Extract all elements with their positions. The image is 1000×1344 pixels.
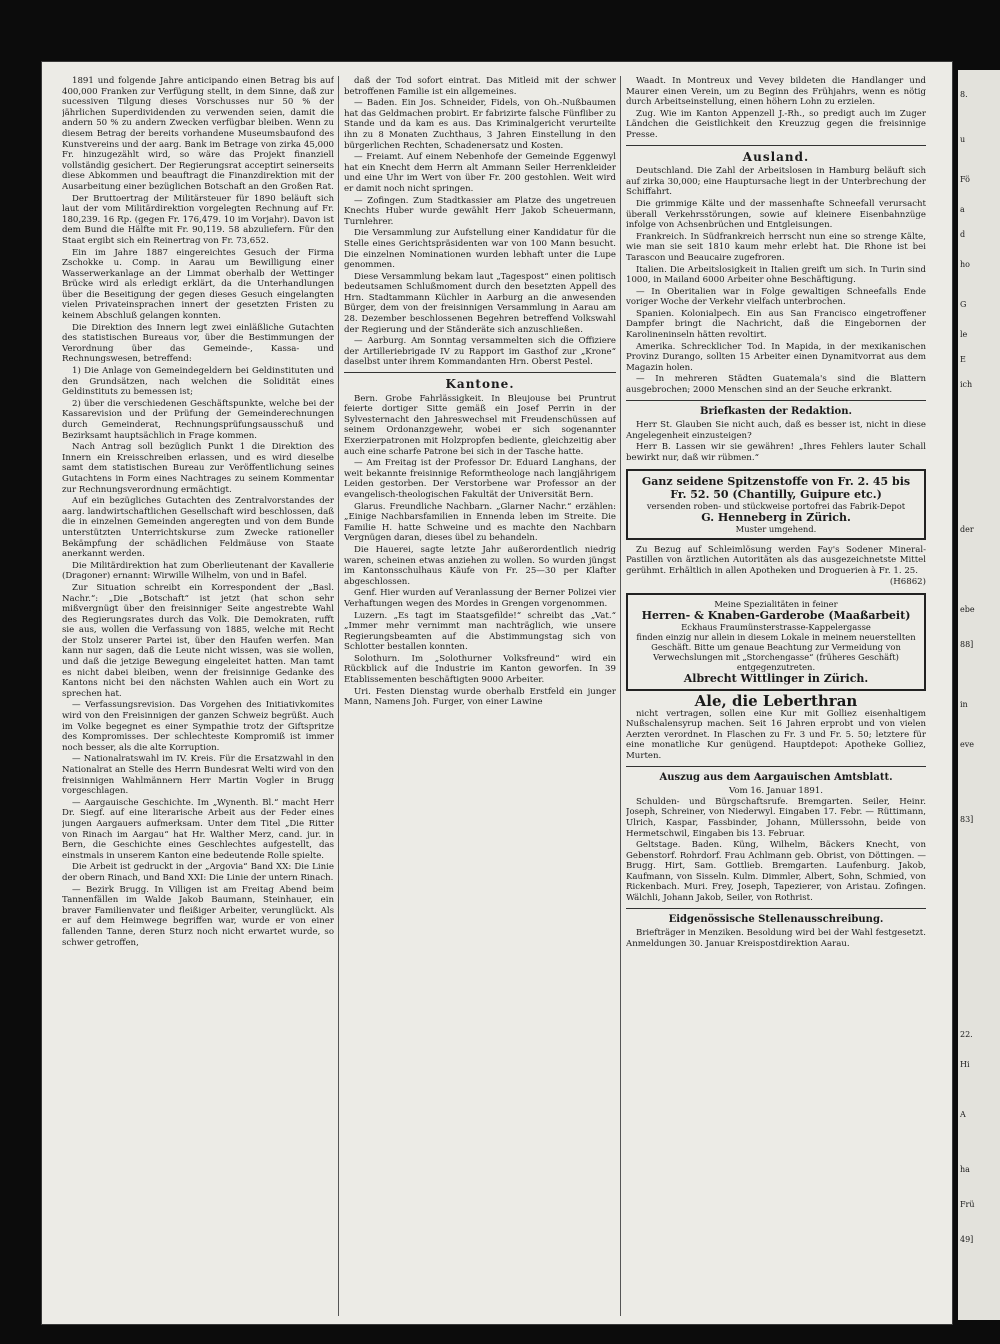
notice-text: Briefträger in Menziken. Besoldung wird bei der Wahl festgesetzt. Anmeldungen 30. Januar Kreispostdirektion Aarau. <box>626 928 926 949</box>
ad-garderobe <box>626 593 926 691</box>
divider <box>626 145 926 146</box>
article-paragraph: Zur Situation schreibt ein Korrespondent der „Basl. Nachr.“: „Die „Botschaft“ ist jetzt (hat schon sehr mißvergnügt über den freisinniger Seite angestrebte Wahl des Regierungsrates durch das Volk. Die Demokraten, rufft sie aus, wollen die Verfassung von 1885, welche mit Recht der Stolz unserer Partei ist, über den Haufen werfen. Man kann nur sagen, daß die Leute nicht wissen, was sie wollen, und daß die jetzige Bewegung eingeleitet hatten. Man tamt es nicht dabei bleiben, wenn der freisinnige Gedanke des Kantons nicht bei den nächsten Wahlen auch ein Wort zu sprechen hat. <box>62 582 334 699</box>
canton-news-item: Luzern. „Es tagt im Staatsgefilde!“ schreibt das „Vat.“ „Immer mehr vernimmt man nachträglich, wie unsere Regierungsbeamten auf die Abstimmungstag sich von Schlotter bestallen konnten. <box>344 610 616 653</box>
ad-headline: Herren- & Knaben-Garderobe (Maaßarbeit) <box>641 608 911 622</box>
ad-code: (H6862) <box>889 577 926 588</box>
strip-fragment: der <box>960 525 974 534</box>
ad-headline: Ganz seidene Spitzenstoffe von Fr. 2. 45 bis Fr. 52. 50 (Chantilly, Guipure etc.) <box>641 474 911 501</box>
strip-fragment: 8. <box>960 90 968 99</box>
foreign-news-item: Spanien. Kolonialpech. Ein aus San Francisco eingetroffener Dampfer bringt die Nachricht, daß die Eingebornen der Karolineninseln hätten revoltirt. <box>626 308 926 341</box>
canton-news-item: Glarus. Freundliche Nachbarn. „Glarner Nachr.“ erzählen: „Einige Nachbarsfamilien in Ennenda leben im Streite. Die Familie H. hatte Schweine und es machte den Nachbarn Vergnügen daran, dieses übel zu behandeln. <box>344 501 616 544</box>
newspaper-page <box>42 62 952 1324</box>
strip-fragment: ebe <box>960 605 975 614</box>
mailbox-entry: Herr B. Lassen wir sie gewähren! „Ihres Fehlers lauter Schall bewirkt nur, daß wir rübmen.“ <box>626 442 926 463</box>
strip-fragment: 83] <box>960 815 974 824</box>
section-title-ausland: Ausland. <box>742 149 810 164</box>
column-rule <box>620 76 621 1316</box>
article-paragraph: Die Arbeit ist gedruckt in der „Argovia“ Band XX: Die Linie der obern Rinach, und Band XXI: Die Linie der untern Rinach. <box>62 862 334 883</box>
article-paragraph: Ein im Jahre 1887 eingereichtes Gesuch der Firma Zschokke u. Comp. in Aarau um Bewilligung einer Wasserwerkanlage an der Limmat oberhalb der Wettinger Brücke wird als erledigt erklärt, da die Unterhandlungen über die Beseitigung der gegen dieses Gesuch eingelangten vielen Privateinsprachen innert der gesetzten Fristen zu keinem Abschluß gelangen konnten. <box>62 247 334 322</box>
divider <box>626 908 926 909</box>
ad-text: Muster umgehend. <box>735 523 817 534</box>
article-paragraph: Die Militärdirektion hat zum Oberlieutenant der Kavallerie (Dragoner) ernannt: Wirwille Wilhelm, von und in Bafel. <box>62 560 334 582</box>
column-rule <box>338 76 339 1316</box>
ad-text: Eckhaus Fraumünsterstrasse-Kappelergasse <box>681 621 871 632</box>
ad-firm: Albrecht Wittlinger in Zürich. <box>683 671 869 685</box>
gazette-entry: Schulden- und Bürgschaftsrufe. Bremgarten. Seiler, Heinr. Joseph, Schreiner, von Niederwyl. Eingaben 17. Febr. — Rüttimann, Ulrich, Kaspar, Fassbinder, Johann, Müllerssohn, beide von Hermetschwil, Eingaben bis 13. Februar. <box>626 796 926 839</box>
article-paragraph: 1891 und folgende Jahre anticipando einen Betrag bis auf 400,000 Franken zur Verfügung stellt, in dem Sinne, daß zur sucessiven Tilgung dieses Vorschusses nur 50 % der jährlichen Superdividenden zu verwenden seien, damit die andern 50 % zu andern Zwecken verfügbar bleiben. Wenn zu diesem Betrag der bereits vorhandene Museumsbaufond des Kunstvereins und der aarg. Bank im Betrage von zirka 45,000 Fr. hinzugezählt wird, so wäre das Projekt finanziell vollständig gesichert. Der Regierungsrat acceptirt seinerseits diese Abkommen und beauftragt die Finanzdirektion mit der Ausarbeitung einer bezüglichen Botschaft an den Großen Rat. <box>62 76 334 192</box>
strip-fragment: u <box>960 135 966 144</box>
adjacent-page-strip <box>958 70 1000 1320</box>
article-paragraph: — Aargauische Geschichte. Im „Wynenth. Bl.“ macht Herr Dr. Siegf. auf eine literarische Arbeit aus der Feder eines jungen Aargauers aufmerksam. Unter dem Titel „Die Ritter von Rinach im Aargau“ hat Hr. Walther Merz, cand. jur. in Bern, die Geschichte eines Geschlechtes aufgestellt, das einstmals in unserem Kanton eine bedeutende Rolle spielte. <box>62 797 334 861</box>
strip-fragment: 49] <box>960 1235 974 1244</box>
ad-text: finden einzig nur allein in diesem Lokale in meinem neuerstellten Geschäft. Bitte um genaue Beachtung zur Vermeidung von Verwechslungen mit „Storchengasse“ (früheres Geschäft) entgegenzutreten. <box>636 631 916 672</box>
article-paragraph: Diese Versammlung bekam laut „Tagespost“ einen politisch bedeutsamen Schlußmoment durch den besetzten Appell des Hrn. Stadtammann Küchler in Aarburg an die anwesenden Bürger, dem von der freisinnigen Versammlung in Aarau am 28. Dezember beschlossenen Begehren betreffend Volkswahl der Regierung und der Ständeräte sich anzuschließen. <box>344 271 616 335</box>
foreign-news-item: Frankreich. In Südfrankreich herrscht nun eine so strenge Kälte, wie man sie seit 1810 kaum mehr erlebt hat. Die Rhone ist bei Tarascon und Beaucaire zugefroren. <box>626 231 926 263</box>
article-paragraph: — Aarburg. Am Sonntag versammelten sich die Offiziere der Artilleriebrigade IV zu Rapport im Gasthof zur „Krone“ daselbst unter ihrem Kommandanten Hrn. Oberst Pestel. <box>344 336 616 368</box>
article-paragraph: — Nationalratswahl im IV. Kreis. Für die Ersatzwahl in den Nationalrat an Stelle des Herrn Bundesrat Welti wird von den freisinnigen Wahlmännern Herr Martin Vogler in Brugg vorgeschlagen. <box>62 754 334 797</box>
strip-fragment: A <box>960 1110 966 1119</box>
foreign-news-item: Italien. Die Arbeitslosigkeit in Italien greift um sich. In Turin sind 1000, in Mailand 6000 Arbeiter ohne Beschäftigung. <box>626 264 926 286</box>
strip-fragment: eve <box>960 740 974 749</box>
foreign-news-item: Deutschland. Die Zahl der Arbeitslosen in Hamburg beläuft sich auf zirka 30,000; eine Hauptursache liegt in der Unterbrechung der Schiffahrt. <box>626 166 926 198</box>
article-paragraph: — Verfassungsrevision. Das Vorgehen des Initiativkomites wird von den Freisinnigen der ganzen Schweiz begrüßt. Auch im Volke begegnet es einer Sympathie trotz der Giftspritze des Kompromisses. Der schlechteste Kompromiß ist immer noch besser, als die alte Korruption. <box>62 700 334 753</box>
strip-fragment: ha <box>960 1165 970 1174</box>
strip-fragment: in <box>960 700 968 709</box>
strip-fragment: 22. <box>960 1030 973 1039</box>
article-paragraph: Der Bruttoertrag der Militärsteuer für 1890 beläuft sich laut der vom Militärdirektion vorgelegten Rechnung auf Fr. 180,239. 16 Rp. (gegen Fr. 176,479. 10 im Vorjahr). Davon ist dem Bund die Hälfte mit Fr. 90,119. 58 abzuliefern. Für den Staat ergibt sich ein Reinertrag von Fr. 73,652. <box>62 193 334 246</box>
article-paragraph: — Zofingen. Zum Stadtkassier am Platze des ungetreuen Knechts Huber wurde gewählt Herr Jakob Scheuermann, Turnlehrer. <box>344 195 616 227</box>
ad-pastilles-text: Zu Bezug auf Schleimlösung werden Fay's Sodener Mineral-Pastillen von ärztlichen Autoritäten als das ausgezeichnetste Mittel gerühmt. Erhältlich in allen Apotheken und Droguerien à Fr. 1. 25. <box>626 544 926 576</box>
divider <box>344 372 616 373</box>
canton-news-item: Uri. Festen Dienstag wurde oberhalb Erstfeld ein junger Mann, Namens Joh. Furger, von einer Lawine <box>344 686 616 708</box>
canton-news-item: Bern. Grobe Fahrlässigkeit. In Bleujouse bei Pruntrut feierte dortiger Sitte gemäß ein Josef Perrin in der Sylvesternacht den Jahreswechsel mit Freudenschüssen auf seinem Ordonanzgewehr, wobei er sich sogenannter Exerzierpatronen mit Holzpropfen bediente, gleichzeitig aber auch eine scharfe Patrone bei sich in der Tasche hatte. <box>344 393 616 457</box>
strip-fragment: E <box>960 355 966 364</box>
notice-title: Eidgenössische Stellenausschreibung. <box>668 913 884 925</box>
strip-fragment: a <box>960 205 965 214</box>
canton-news-item: — Am Freitag ist der Professor Dr. Eduard Langhans, der weit bekannte freisinnige Reformtheologe nach langjährigem Leiden gestorben. Der Verstorbene war Professor an der evangelisch-theologischen Fakultät der Universität Bern. <box>344 458 616 500</box>
column-3 <box>626 76 926 950</box>
article-paragraph: 1) Die Anlage von Gemeindegeldern bei Geldinstituten und den Grundsätzen, nach welchen die Solidität eines Geldinstituts zu bemessen ist; <box>62 366 334 398</box>
gazette-date: Vom 16. Januar 1891. <box>728 786 824 797</box>
article-paragraph: Die Versammlung zur Aufstellung einer Kandidatur für die Stelle eines Gerichtspräsidenten war von 100 Mann besucht. Die einzelnen Nominationen wurden lebhaft unter die Lupe genommen. <box>344 228 616 271</box>
mailbox-title: Briefkasten der Redaktion. <box>700 405 852 417</box>
article-paragraph: Auf ein bezügliches Gutachten des Zentralvorstandes der aarg. landwirtschaftlichen Gesellschaft wird beschlossen, daß die in einzelnen Gemeinden angeregten und von dem Bunde unterstützten Unterrichtskurse zum Zwecke rationeller Bekämpfung der schädlichen Feldmäuse von Staate anerkannt werden. <box>62 496 334 560</box>
column-1 <box>62 76 334 949</box>
gazette-entry: Geltstage. Baden. Küng, Wilhelm, Bäckers Knecht, von Gebenstorf. Rohrdorf. Frau Achlmann geb. Obrist, von Döttingen. — Brugg. Hirt, Sam. Gottlieb. Bremgarten. Laufenburg. Jakob, Kaufmann, von Sisseln. Kulm. Dimmler, Albert, Sohn, Schmied, von Rickenbach. Muri. Frey, Joseph, Tapezierer, von Aristau. Zofingen. Wälchli, Johann Jakob, Seiler, von Rothrist. <box>626 840 926 904</box>
foreign-news-item: — In mehreren Städten Guatemala's sind die Blattern ausgebrochen; 2000 Menschen sind an der Seuche erkrankt. <box>626 374 926 396</box>
strip-fragment: Hi <box>960 1060 970 1069</box>
strip-fragment: 88] <box>960 640 974 649</box>
section-title-kantone: Kantone. <box>445 377 515 392</box>
strip-fragment: Frü <box>960 1200 975 1209</box>
strip-fragment: ho <box>960 260 970 269</box>
strip-fragment: d <box>960 230 966 239</box>
article-paragraph: daß der Tod sofort eintrat. Das Mitleid mit der schwer betroffenen Familie ist ein allgemeines. <box>344 76 616 97</box>
foreign-news-item: Die grimmige Kälte und der massenhafte Schneefall verursacht überall Verkehrsstörungen, sowie auf kleinere Eisenbahnzüge infolge von Achsenbrüchen und Entgleisungen. <box>626 198 926 231</box>
canton-news-item: Genf. Hier wurden auf Veranlassung der Berner Polizei vier Verhaftungen wegen des Mordes in Grengen vorgenommen. <box>344 588 616 609</box>
strip-fragment: le <box>960 330 968 339</box>
ad-text: versenden roben- und stückweise portofrei das Fabrik-Depot <box>646 500 906 511</box>
canton-news-item: Zug. Wie im Kanton Appenzell J.-Rh., so predigt auch im Zuger Ländchen die Geistlichkeit den Kreuzzug gegen die freisinnige Presse. <box>626 108 926 140</box>
foreign-news-item: Amerika. Schrecklicher Tod. In Mapida, in der mexikanischen Provinz Durango, sollten 15 Arbeiter einen Dynamitvorrat aus dem Magazin holen. <box>626 341 926 373</box>
ad-firm: G. Henneberg in Zürich. <box>701 510 851 524</box>
ad-silk-fabrics <box>626 469 926 540</box>
column-2 <box>344 76 616 709</box>
canton-news-item: Waadt. In Montreux und Vevey bildeten die Handlanger und Maurer einen Verein, um zu Beginn des Frühjahrs, wenn es nötig durch Arbeitseinstellung, einen höhern Lohn zu erzielen. <box>626 76 926 108</box>
ad-lebertran-title: Ale, die Leberthran <box>694 691 858 710</box>
foreign-news-item: — In Oberitalien war in Folge gewaltigen Schneefalls Ende voriger Woche der Verkehr vielfach unterbrochen. <box>626 286 926 308</box>
article-paragraph: — Baden. Ein Jos. Schneider, Fidels, von Oh.-Nußbaumen hat das Geldmachen probirt. Er fabrizirte falsche Fünfliber zu Stande und da kam es aus. Das Kriminalgericht verurteilte ihn zu 8 Monaten Zuchthaus, 3 Jahren Einstellung in den bürgerlichen Rechten, Schadenersatz und Kosten. <box>344 98 616 151</box>
article-paragraph: Die Direktion des Innern legt zwei einläßliche Gutachten des statistischen Bureaus vor, über die Bestimmungen der Verordnung über das Gemeinde-, Kassa- und Rechnungswesen, betreffend: <box>62 322 334 365</box>
divider <box>626 400 926 401</box>
ad-lebertran-text: nicht vertragen, sollen eine Kur mit Golliez eisenhaltigem Nußschalensyrup machen. Seit 16 Jahren erprobt und von vielen Aerzten verordnet. In Flaschen zu Fr. 3 und Fr. 5. 50; letztere für eine monatliche Kur genügend. Hauptdepot: Apotheke Golliez, Murten. <box>626 708 926 761</box>
mailbox-entry: Herr St. Glauben Sie nicht auch, daß es besser ist, nicht in diese Angelegenheit einzusteigen? <box>626 420 926 441</box>
article-paragraph: 2) über die verschiedenen Geschäftspunkte, welche bei der Kassarevision und der Prüfung der Gemeinderechnungen durch Gemeinderat, Rechnungsprüfungsausschuß und Bezirksamt hauptsächlich in Frage kommen. <box>62 398 334 441</box>
strip-fragment: ich <box>960 380 973 389</box>
strip-fragment: G <box>960 300 967 309</box>
canton-news-item: Die Hauerei, sagte letzte Jahr außerordentlich niedrig waren, scheinen etwas anziehen zu wollen. So wurden jüngst im Kantonsschulhaus Käufe von Fr. 25—30 per Klafter abgeschlossen. <box>344 544 616 587</box>
article-paragraph: — Bezirk Brugg. In Villigen ist am Freitag Abend beim Tannenfällen im Walde Jakob Baumann, Steinhauer, ein braver Familienvater und fleißiger Arbeiter, verunglückt. Als er auf dem Heimwege begriffen war, wurde er von einer fallenden Tanne, deren Sturz noch nicht erwartet wurde, so schwer getroffen, <box>62 884 334 948</box>
article-paragraph: Nach Antrag soll bezüglich Punkt 1 die Direktion des Innern ein Kreisschreiben erlassen, und es wird dieselbe samt dem statistischen Bureau zur Veröffentlichung seines Gutachtens in Form eines Nachtrages zu seinem Kommentar zur Rechnungsverordnung ermächtigt. <box>62 442 334 495</box>
article-paragraph: — Freiamt. Auf einem Nebenhofe der Gemeinde Eggenwyl hat ein Knecht dem Herrn alt Ammann Seiler Herrenkleider und eine Uhr im Wert von über Fr. 200 gestohlen. Weit wird er damit noch nicht springen. <box>344 152 616 194</box>
ad-text: Meine Spezialitäten in feiner <box>714 598 838 609</box>
canton-news-item: Solothurn. Im „Solothurner Volksfreund“ wird ein Rückblick auf die Industrie im Kanton geworfen. In 39 Etablissementen beschäftigten 9000 Arbeiter. <box>344 653 616 686</box>
gazette-title: Auszug aus dem Aargauischen Amtsblatt. <box>659 771 893 783</box>
divider <box>626 766 926 767</box>
strip-fragment: Fö <box>960 175 970 184</box>
